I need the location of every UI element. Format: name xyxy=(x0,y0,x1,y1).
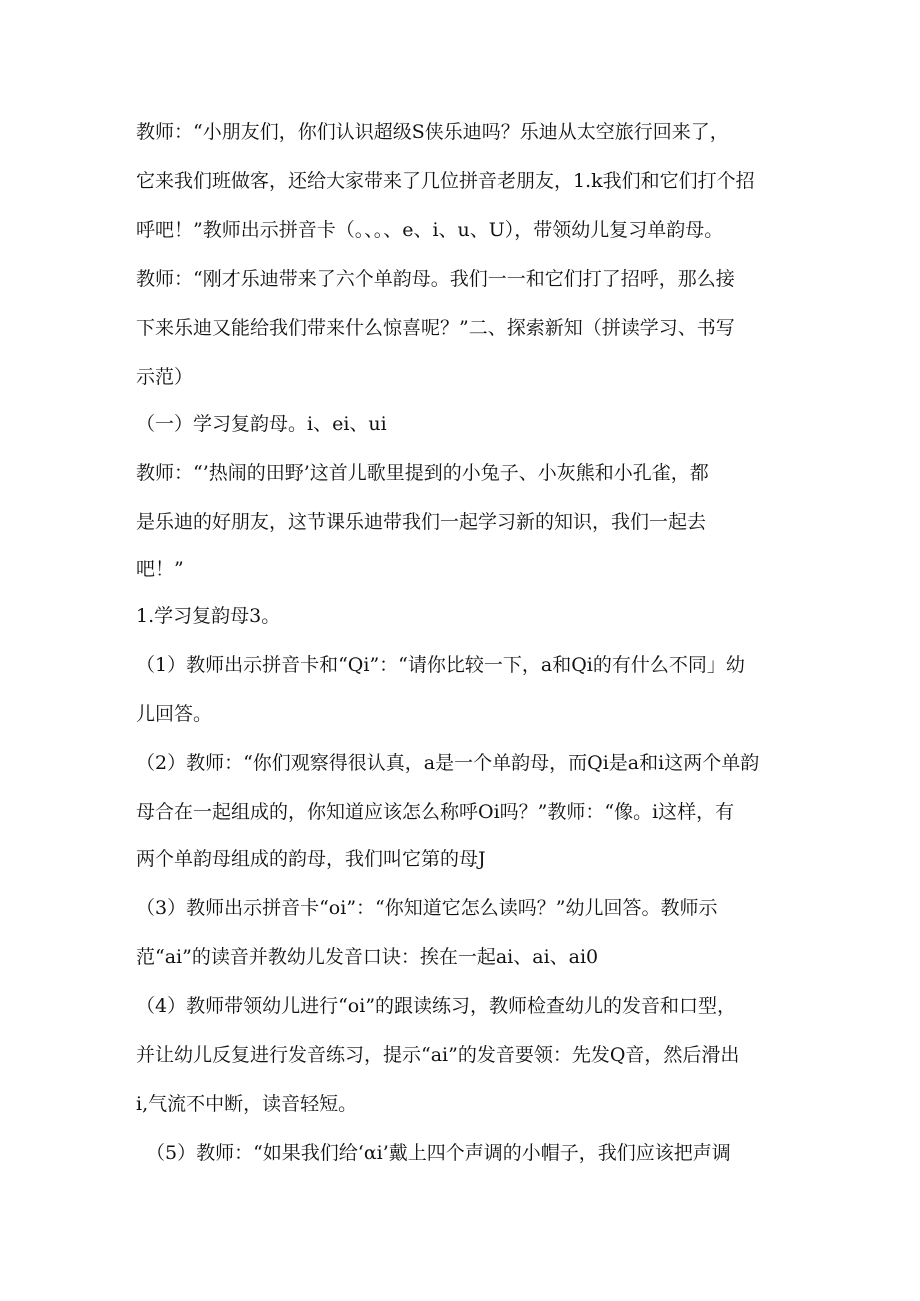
text-line: 母合在一起组成的，你知道应该怎么称呼Oi吗？”教师：“像。i这样，有 xyxy=(136,801,735,823)
text-line: （3）教师出示拼音卡“oi”：“你知道它怎么读吗？”幼儿回答。教师示 xyxy=(136,897,718,919)
text-line: （1）教师出示拼音卡和“Qi”：“请你比较一下，a和Qi的有什么不同」幼 xyxy=(136,654,745,676)
text-line: 教师：“刚才乐迪带来了六个单韵母。我们一一和它们打了招呼，那么接 xyxy=(136,268,735,290)
text-line: 呼吧！”教师出示拼音卡（。、。、e、i、u、U），带领幼儿复习单韵母。 xyxy=(136,219,724,241)
text-line: i,气流不中断，读音轻短。 xyxy=(136,1093,358,1115)
text-line: 并让幼儿反复进行发音练习，提示“ai”的发音要领：先发Q音，然后滑出 xyxy=(136,1044,740,1066)
text-line: 吧！” xyxy=(136,558,184,580)
text-line: 范“ai”的读音并教幼儿发音口诀：挨在一起ai、ai、ai0 xyxy=(136,946,599,968)
text-line: 它来我们班做客，还给大家带来了几位拼音老朋友，1.k我们和它们打个招 xyxy=(136,170,755,192)
text-line: 儿回答。 xyxy=(136,703,213,725)
text-line: 教师：“’热闹的田野’这首儿歌里提到的小兔子、小灰熊和小孔雀，都 xyxy=(136,462,709,484)
text-line: （5）教师：“如果我们给‘αi’戴上四个声调的小帽子，我们应该把声调 xyxy=(146,1142,731,1164)
text-line: 示范） xyxy=(136,366,194,388)
text-line: 教师：“小朋友们，你们认识超级S侠乐迪吗？乐迪从太空旅行回来了， xyxy=(136,121,729,143)
text-line: 是乐迪的好朋友，这节课乐迪带我们一起学习新的知识，我们一起去 xyxy=(136,511,707,533)
text-line: 下来乐迪又能给我们带来什么惊喜呢？”二、探索新知（拼读学习、书写 xyxy=(136,317,735,339)
text-line: （一）学习复韵母。i、ei、ui xyxy=(136,413,387,435)
text-line: （2）教师：“你们观察得很认真，a是一个单韵母，而Qi是a和i这两个单韵 xyxy=(136,752,760,774)
text-line: 1.学习复韵母3。 xyxy=(136,605,281,627)
text-line: （4）教师带领幼儿进行“oi”的跟读练习，教师检查幼儿的发音和口型， xyxy=(136,995,737,1017)
text-line: 两个单韵母组成的韵母，我们叫它第的母J xyxy=(136,848,486,870)
